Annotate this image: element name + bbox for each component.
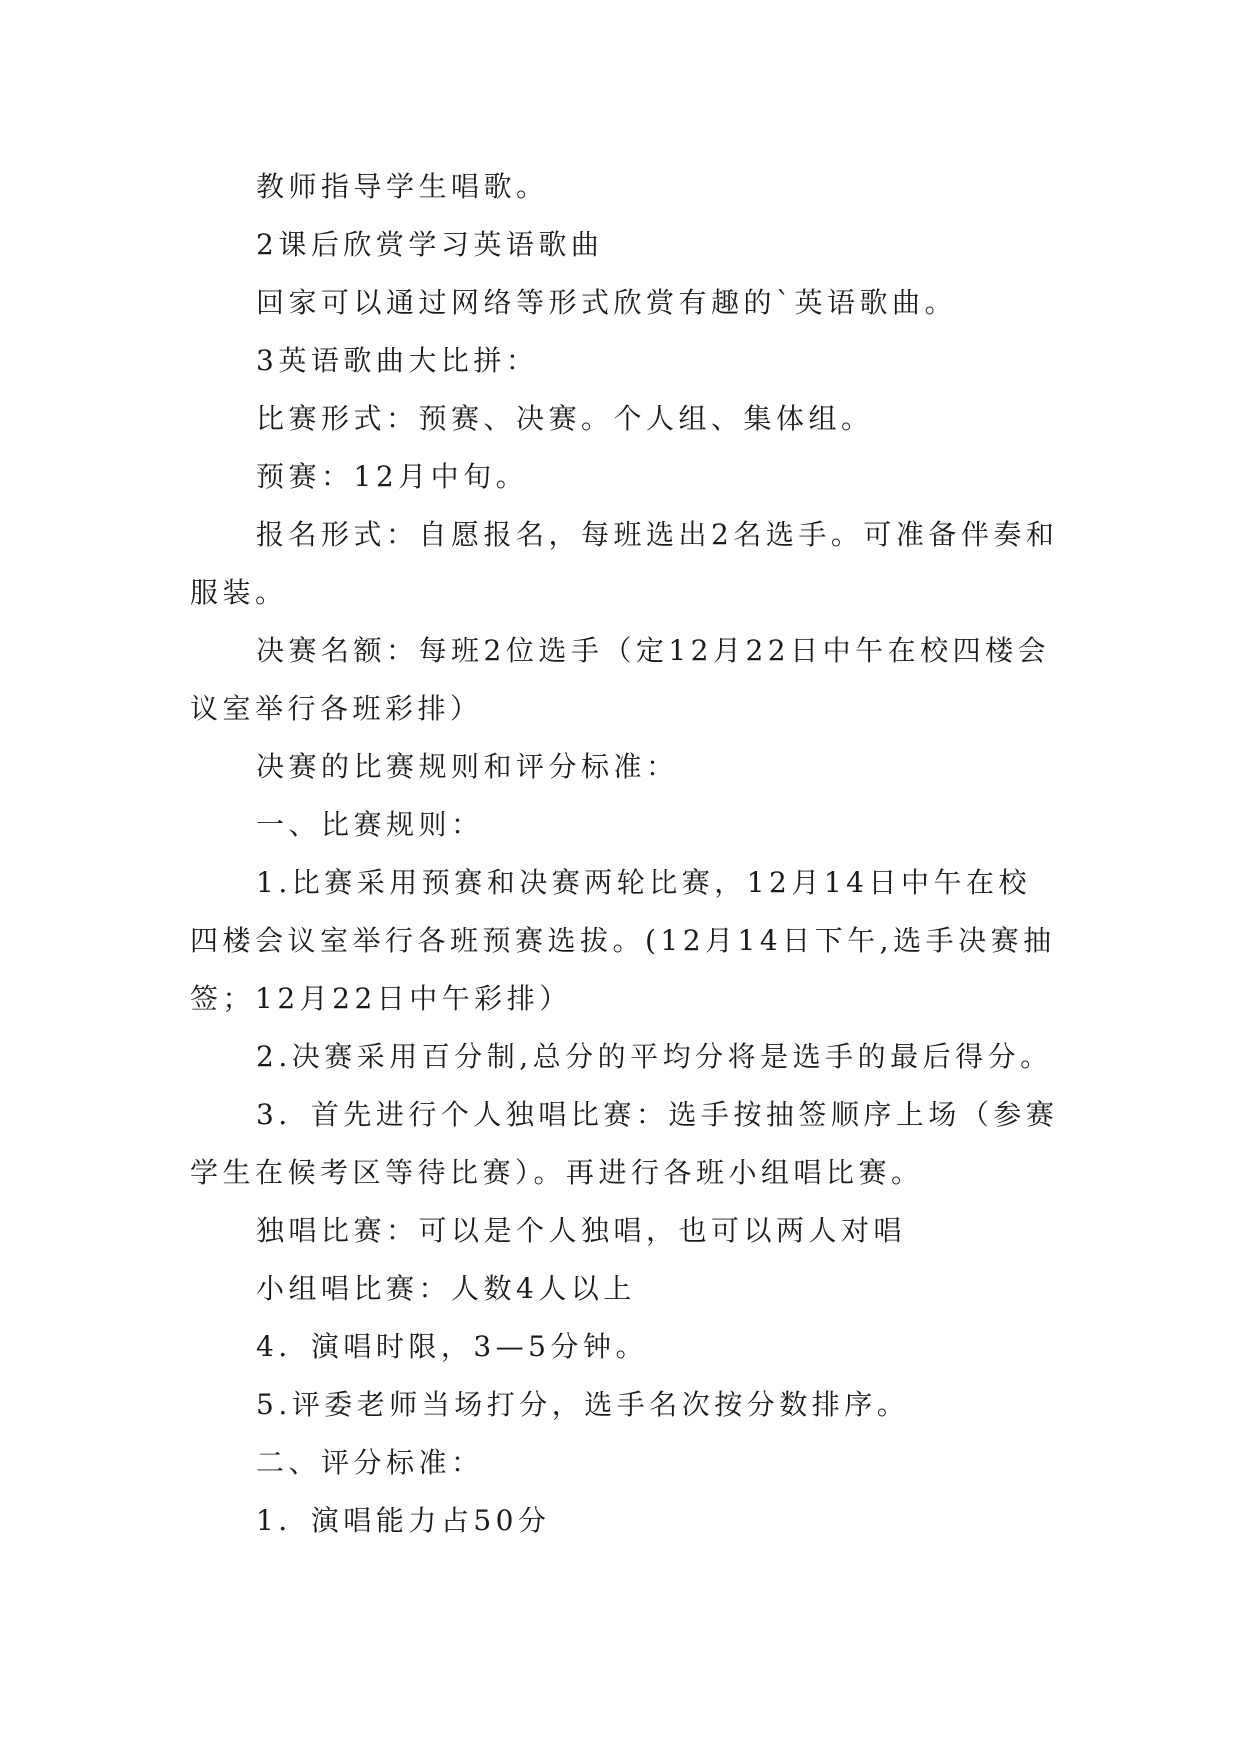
section-heading-rules: 一、比赛规则： xyxy=(256,808,484,841)
paragraph-7: 报名形式：自愿报名，每班选出2名选手。可准备伴奏和服装。 xyxy=(190,518,1059,609)
paragraph-2: 2课后欣赏学习英语歌曲 xyxy=(256,228,604,261)
document-body xyxy=(190,158,1060,1550)
rule-3: 3．首先进行个人独唱比赛：选手按抽签顺序上场（参赛学生在候考区等待比赛）。再进行各班小组唱比赛。 xyxy=(190,1098,1059,1189)
paragraph-1: 教师指导学生唱歌。 xyxy=(256,170,549,203)
paragraph-5: 比赛形式：预赛、决赛。个人组、集体组。 xyxy=(256,402,874,435)
paragraph-4: 3英语歌曲大比拼： xyxy=(256,344,539,377)
paragraph-9: 决赛的比赛规则和评分标准： xyxy=(256,750,679,783)
rule-3-group: 小组唱比赛：人数4人以上 xyxy=(256,1272,636,1305)
paragraph-6: 预赛：12月中旬。 xyxy=(256,460,529,493)
section-heading-scoring: 二、评分标准： xyxy=(256,1446,484,1479)
paragraph-3: 回家可以通过网络等形式欣赏有趣的`英语歌曲。 xyxy=(256,286,958,319)
rule-1: 1.比赛采用预赛和决赛两轮比赛，12月14日中午在校四楼会议室举行各班预赛选拔。(12月14日下午,选手决赛抽签；12月22日中午彩排） xyxy=(190,866,1056,1015)
rule-4: 4．演唱时限，3—5分钟。 xyxy=(256,1330,648,1363)
rule-2: 2.决赛采用百分制,总分的平均分将是选手的最后得分。 xyxy=(256,1040,1053,1073)
scoring-1: 1．演唱能力占50分 xyxy=(256,1504,551,1537)
rule-5: 5.评委老师当场打分，选手名次按分数排序。 xyxy=(256,1388,910,1421)
rule-3-solo: 独唱比赛：可以是个人独唱，也可以两人对唱 xyxy=(256,1214,907,1247)
paragraph-8: 决赛名额：每班2位选手（定12月22日中午在校四楼会议室举行各班彩排） xyxy=(190,634,1051,725)
